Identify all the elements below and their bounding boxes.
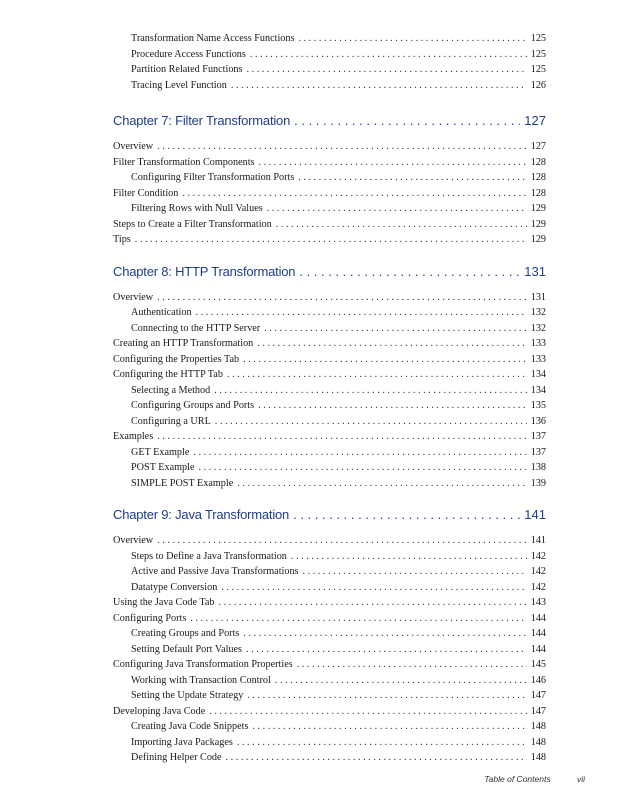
entry-title: Configuring Ports	[113, 612, 187, 624]
entry-page-number: 126	[530, 79, 546, 91]
entry-title: Working with Transaction Control	[131, 674, 271, 686]
chapter-title: Chapter 7: Filter Transformation	[113, 113, 291, 128]
dot-leader	[250, 49, 527, 60]
dot-leader	[157, 292, 527, 303]
toc-entry[interactable]	[113, 597, 546, 613]
toc-subentry[interactable]	[113, 566, 546, 582]
toc-subentry[interactable]	[113, 172, 546, 188]
entry-page-number: 133	[530, 338, 546, 349]
entry-page-number: 145	[530, 659, 546, 670]
dot-leader	[219, 597, 527, 608]
entry-page-number: 142	[530, 581, 546, 593]
dot-leader	[196, 307, 527, 318]
entry-title: Selecting a Method	[131, 384, 211, 396]
entry-page-number: 125	[530, 33, 546, 44]
entry-title: Filter Condition	[113, 187, 179, 199]
entry-title: Defining Helper Code	[131, 752, 222, 763]
toc-subentry[interactable]	[113, 721, 546, 737]
toc-subentry[interactable]	[113, 64, 546, 80]
dot-leader	[276, 219, 527, 230]
entry-page-number: 144	[530, 628, 546, 639]
dot-leader	[246, 644, 527, 655]
entry-title: GET Example	[131, 446, 190, 458]
dot-leader	[243, 628, 526, 639]
dot-leader	[243, 354, 527, 365]
entry-title: Configuring Groups and Ports	[131, 400, 255, 411]
entry-page-number: 143	[530, 597, 546, 608]
entry-title: Connecting to the HTTP Server	[131, 322, 261, 334]
entry-page-number: 137	[530, 446, 546, 458]
toc-subentry[interactable]	[113, 752, 546, 768]
entry-title: Overview	[113, 291, 154, 303]
toc-subentry[interactable]	[113, 400, 546, 416]
toc-entry[interactable]	[113, 157, 546, 173]
toc-entry[interactable]	[113, 431, 546, 447]
dot-leader	[247, 64, 527, 75]
toc-subentry[interactable]	[113, 737, 546, 753]
entry-page-number: 144	[530, 643, 546, 655]
entry-title: Filter Transformation Components	[113, 156, 255, 168]
dot-leader	[293, 507, 520, 522]
entry-title: Creating Groups and Ports	[131, 628, 240, 639]
chapter-title: Chapter 9: Java Transformation	[113, 507, 290, 522]
dot-leader	[182, 188, 526, 199]
toc-subentry[interactable]	[113, 307, 546, 323]
toc-entry[interactable]	[113, 354, 546, 370]
dot-leader	[215, 416, 527, 427]
entry-page-number: 147	[530, 705, 546, 717]
footer-title: Table of Contents	[484, 774, 551, 784]
entry-title: POST Example	[131, 462, 195, 473]
toc-subentry[interactable]	[113, 644, 546, 660]
entry-page-number: 125	[530, 64, 546, 75]
toc-entry[interactable]	[113, 613, 546, 629]
entry-title: Developing Java Code	[113, 705, 206, 717]
dot-leader	[214, 385, 527, 396]
entry-title: Creating an HTTP Transformation	[113, 338, 254, 349]
dot-leader	[237, 737, 527, 748]
entry-title: Configuring Java Transformation Properties	[113, 659, 293, 670]
entry-page-number: 148	[530, 752, 546, 763]
entry-page-number: 131	[530, 291, 546, 303]
dot-leader	[237, 478, 526, 489]
dot-leader	[299, 264, 520, 279]
toc-subentry[interactable]	[113, 447, 546, 463]
chapter-page-number: 127	[524, 113, 546, 128]
entry-page-number: 132	[530, 322, 546, 334]
entry-page-number: 137	[530, 431, 546, 442]
dot-leader	[298, 172, 526, 183]
entry-page-number: 129	[530, 218, 546, 230]
dot-leader	[267, 203, 527, 214]
entry-page-number: 129	[530, 234, 546, 245]
entry-title: Importing Java Packages	[131, 736, 233, 748]
dot-leader	[227, 369, 527, 380]
entry-title: Configuring Filter Transformation Ports	[131, 172, 295, 183]
toc-subentry[interactable]	[113, 690, 546, 706]
entry-page-number: 148	[530, 736, 546, 748]
entry-title: Configuring the Properties Tab	[113, 353, 240, 365]
toc-subentry[interactable]	[113, 49, 546, 65]
entry-title: Datatype Conversion	[131, 581, 218, 593]
dot-leader	[298, 33, 526, 44]
entry-page-number: 135	[530, 400, 546, 411]
entry-page-number: 142	[530, 550, 546, 562]
footer-page-number: vii	[576, 774, 585, 784]
entry-title: Configuring a URL	[131, 415, 211, 427]
entry-page-number: 134	[530, 369, 546, 380]
table-of-contents	[113, 33, 546, 768]
chapter-heading[interactable]	[113, 264, 546, 284]
entry-page-number: 128	[530, 156, 546, 168]
entry-title: Tips	[113, 234, 131, 245]
chapter-page-number: 141	[524, 507, 546, 522]
entry-page-number: 133	[530, 353, 546, 365]
toc-entry[interactable]	[113, 188, 546, 204]
toc-subentry[interactable]	[113, 462, 546, 478]
entry-page-number: 127	[530, 141, 546, 152]
dot-leader	[259, 157, 527, 168]
entry-title: Setting Default Port Values	[131, 643, 243, 655]
entry-title: Setting the Update Strategy	[131, 690, 244, 701]
toc-subentry[interactable]	[113, 478, 546, 494]
toc-subentry[interactable]	[113, 628, 546, 644]
entry-page-number: 139	[530, 477, 546, 489]
toc-subentry[interactable]	[113, 323, 546, 339]
toc-subentry[interactable]	[113, 33, 546, 49]
entry-page-number: 129	[530, 203, 546, 214]
toc-entry[interactable]	[113, 535, 546, 551]
dot-leader	[157, 535, 527, 546]
toc-entry[interactable]	[113, 219, 546, 235]
toc-subentry[interactable]	[113, 582, 546, 598]
dot-leader	[264, 323, 527, 334]
entry-page-number: 136	[530, 415, 546, 427]
entry-page-number: 125	[530, 48, 546, 60]
dot-leader	[294, 113, 520, 128]
dot-leader	[198, 462, 526, 473]
entry-page-number: 146	[530, 674, 546, 686]
entry-title: Overview	[113, 535, 154, 546]
chapter-title: Chapter 8: HTTP Transformation	[113, 263, 296, 279]
toc-subentry[interactable]	[113, 551, 546, 567]
entry-title: Steps to Define a Java Transformation	[131, 550, 287, 562]
dot-leader	[209, 706, 526, 717]
entry-page-number: 128	[530, 187, 546, 199]
page-footer	[0, 774, 585, 784]
toc-entry[interactable]	[113, 338, 546, 354]
dot-leader	[190, 613, 526, 624]
toc-entry[interactable]	[113, 659, 546, 675]
entry-page-number: 147	[530, 690, 546, 701]
entry-title: Using the Java Code Tab	[113, 597, 215, 608]
toc-entry[interactable]	[113, 292, 546, 308]
entry-page-number: 144	[530, 612, 546, 624]
dot-leader	[193, 447, 526, 458]
dot-leader	[258, 400, 527, 411]
dot-leader	[297, 659, 527, 670]
entry-title: Configuring the HTTP Tab	[113, 369, 223, 380]
entry-title: Authentication	[131, 307, 192, 318]
entry-title: Creating Java Code Snippets	[131, 721, 249, 732]
toc-subentry[interactable]	[113, 416, 546, 432]
dot-leader	[157, 141, 527, 152]
entry-page-number: 148	[530, 721, 546, 732]
toc-subentry[interactable]	[113, 675, 546, 691]
entry-page-number: 138	[530, 462, 546, 473]
toc-subentry[interactable]	[113, 203, 546, 219]
entry-title: SIMPLE POST Example	[131, 477, 234, 489]
chapter-page-number: 131	[524, 263, 546, 279]
entry-title: Transformation Name Access Functions	[131, 33, 295, 44]
dot-leader	[247, 690, 526, 701]
entry-title: Overview	[113, 141, 154, 152]
chapter-heading[interactable]	[113, 113, 546, 133]
dot-leader	[303, 566, 527, 577]
entry-title: Filtering Rows with Null Values	[131, 203, 263, 214]
entry-title: Procedure Access Functions	[131, 48, 246, 60]
toc-entry[interactable]	[113, 141, 546, 157]
dot-leader	[226, 752, 527, 763]
dot-leader	[157, 431, 527, 442]
chapter-heading[interactable]	[113, 507, 546, 527]
dot-leader	[252, 721, 526, 732]
entry-title: Partition Related Functions	[131, 64, 243, 75]
entry-page-number: 141	[530, 535, 546, 546]
entry-page-number: 142	[530, 566, 546, 577]
dot-leader	[135, 234, 527, 245]
entry-page-number: 134	[530, 384, 546, 396]
entry-page-number: 128	[530, 172, 546, 183]
dot-leader	[257, 338, 526, 349]
toc-subentry[interactable]	[113, 385, 546, 401]
toc-entry[interactable]	[113, 706, 546, 722]
dot-leader	[275, 675, 527, 686]
entry-title: Examples	[113, 431, 154, 442]
toc-subentry[interactable]	[113, 80, 546, 96]
dot-leader	[291, 551, 527, 562]
toc-entry[interactable]	[113, 234, 546, 250]
dot-leader	[231, 80, 527, 91]
entry-title: Active and Passive Java Transformations	[131, 566, 299, 577]
entry-title: Steps to Create a Filter Transformation	[113, 218, 272, 230]
entry-title: Tracing Level Function	[131, 79, 227, 91]
dot-leader	[221, 582, 526, 593]
toc-entry[interactable]	[113, 369, 546, 385]
entry-page-number: 132	[530, 307, 546, 318]
